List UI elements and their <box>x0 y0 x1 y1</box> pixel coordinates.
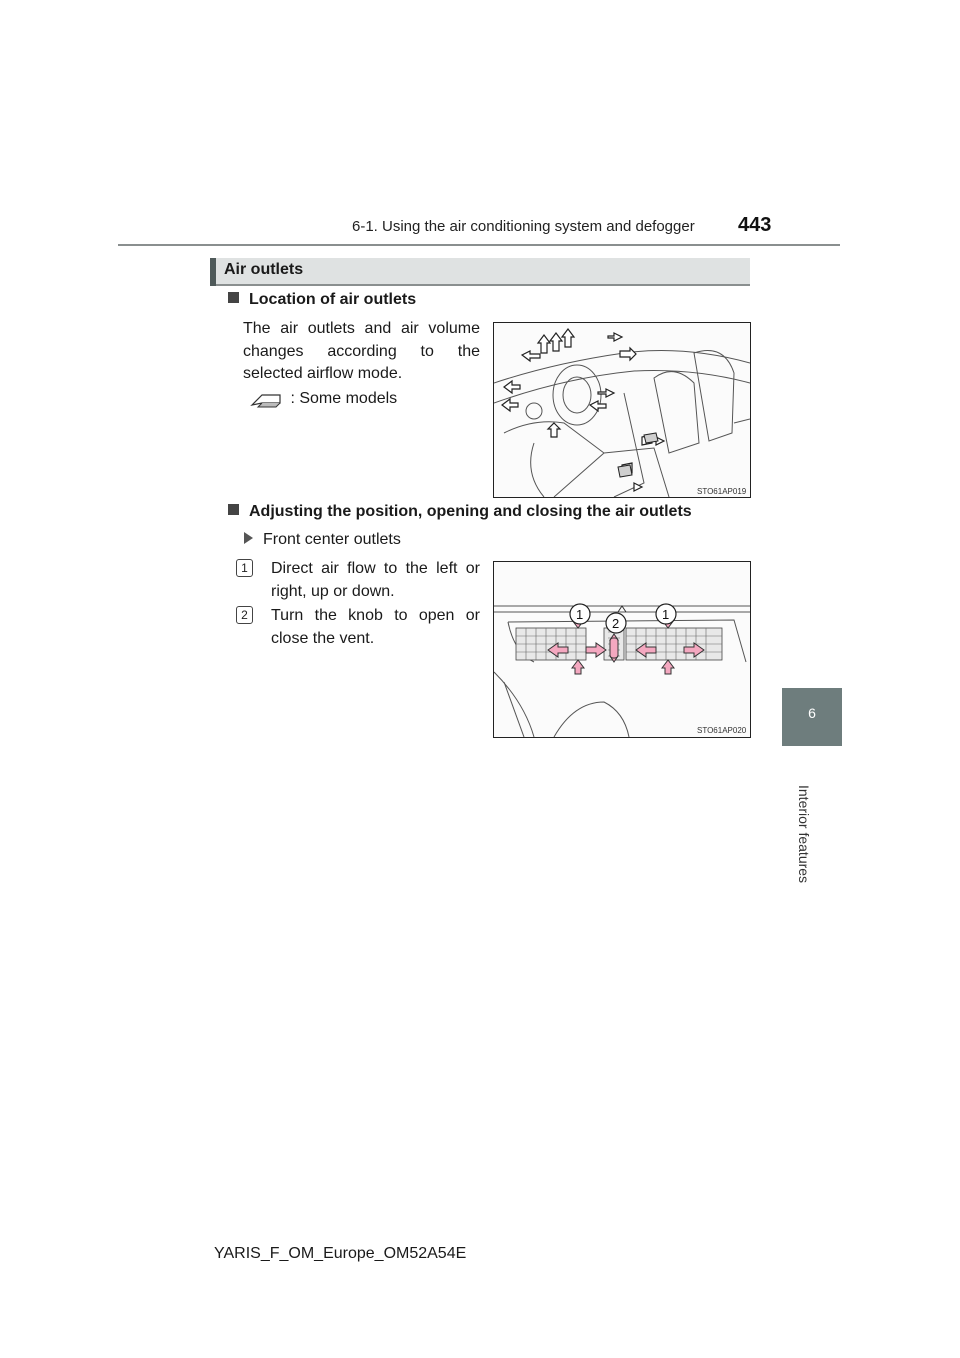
adjusting-heading <box>228 503 692 521</box>
figure-id-2: STO61AP020 <box>697 726 747 735</box>
air-outlets-location-figure <box>493 322 751 498</box>
callout-label-2: 2 <box>612 616 620 631</box>
header-rule <box>118 244 840 246</box>
figure-id-1: STO61AP019 <box>697 487 747 496</box>
chapter-label: Interior features <box>796 785 812 884</box>
step-text-2: Turn the knob to open or close the vent. <box>271 607 480 647</box>
step-text-1: Direct air flow to the left or right, up or down. <box>271 560 480 600</box>
location-description: The air outlets and air volume changes according to the selected airflow mode. <box>243 320 480 382</box>
adjusting-heading-text: Adjusting the position, opening and closing the air outlets <box>249 503 692 520</box>
subheading-text: Front center outlets <box>263 531 401 548</box>
step-badge-2: 2 <box>236 606 253 624</box>
outlet-symbol-icon <box>250 389 282 409</box>
document-code: YARIS_F_OM_Europe_OM52A54E <box>214 1245 467 1262</box>
chapter-number: 6 <box>808 705 816 721</box>
square-bullet-icon <box>228 292 239 303</box>
center-outlets-figure <box>493 561 751 738</box>
legend-text: : Some models <box>290 390 398 407</box>
step-badge-1: 1 <box>236 559 253 577</box>
square-bullet-icon <box>228 504 239 515</box>
section-title-accent <box>210 258 216 286</box>
triangle-bullet-icon <box>244 532 253 544</box>
car-interior-illustration <box>494 323 750 497</box>
section-title: Air outlets <box>224 261 304 278</box>
legend-row <box>250 388 397 412</box>
vent-illustration <box>494 562 750 737</box>
running-header: 6-1. Using the air conditioning system and defogger <box>352 218 695 235</box>
location-heading-text: Location of air outlets <box>249 291 417 308</box>
callout-label-1-left: 1 <box>576 607 584 622</box>
page-number: 443 <box>738 214 772 236</box>
location-heading <box>228 291 416 309</box>
callout-label-1-right: 1 <box>662 607 670 622</box>
front-center-outlets-subheading <box>244 529 401 552</box>
